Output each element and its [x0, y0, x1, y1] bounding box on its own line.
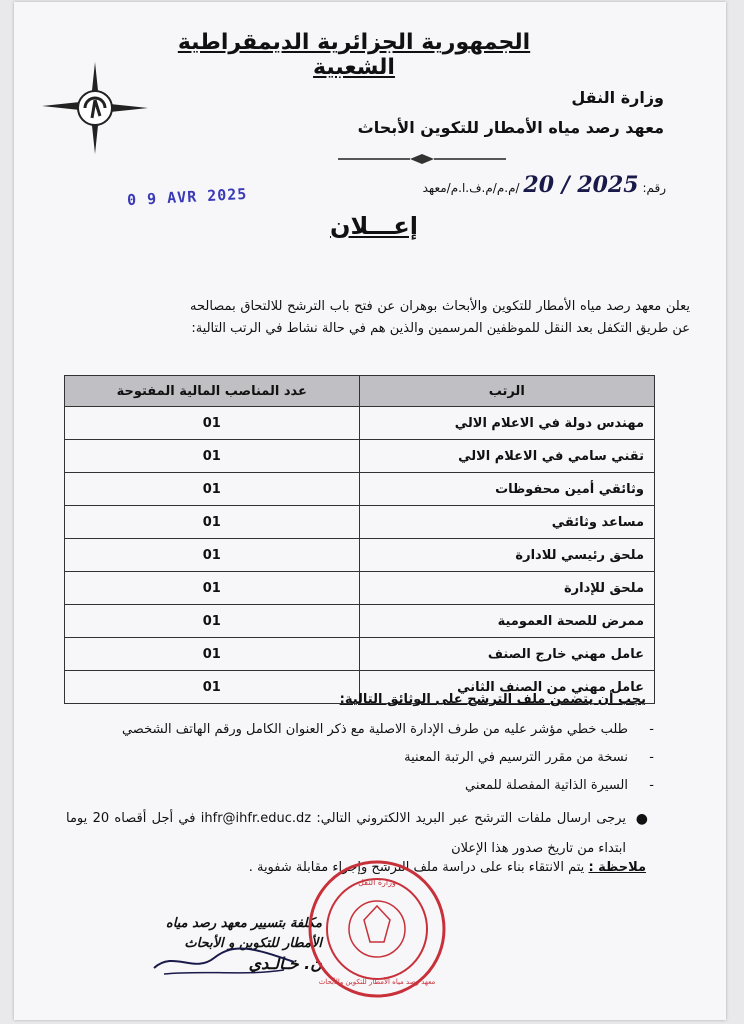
- count-cell: 01: [65, 473, 360, 506]
- requirement-text: نسخة من مقرر الترسيم في الرتبة المعنية: [404, 750, 628, 765]
- announcement-title: إعـــلان: [330, 212, 418, 240]
- rank-cell: وثائقي أمين محفوظات: [359, 473, 655, 506]
- reference-prefix: رقم:: [642, 181, 666, 195]
- requirement-text: السيرة الذاتية المفصلة للمعني: [464, 778, 628, 793]
- official-seal-icon: [306, 858, 448, 1000]
- count-cell: 01: [65, 539, 360, 572]
- signature-title-line1: مكلفة بتسيير معهد رصد مياه: [165, 916, 322, 931]
- rank-cell: عامل مهني خارج الصنف: [359, 638, 655, 671]
- rank-cell: تقني سامي في الاعلام الالي: [359, 440, 655, 473]
- count-cell: 01: [65, 605, 360, 638]
- count-cell: 01: [65, 671, 360, 704]
- requirements-heading: يجب أن يتضمن ملف الترشح على الوثائق التالية:: [339, 692, 646, 707]
- email-instruction-text: يرجى ارسال ملفات الترشح عبر البريد الالكتروني التالي: ihfr@ihfr.educ.dz في أجل أقصاه 20 يوما ابتداء من تاريخ صدور هذا الإعلان: [66, 811, 627, 856]
- requirement-item: - طلب خطي مؤشر عليه من طرف الإدارة الاصلية مع ذكر العنوان الكامل ورقم الهاتف الشخصي: [121, 722, 654, 737]
- requirement-text: طلب خطي مؤشر عليه من طرف الإدارة الاصلية مع ذكر العنوان الكامل ورقم الهاتف الشخصي: [121, 722, 628, 737]
- table-row: [65, 638, 655, 671]
- compass-logo-icon: [40, 60, 150, 156]
- date-stamp: 0 9 AVR 2025: [126, 184, 248, 210]
- table-row: [65, 539, 655, 572]
- table-row: [65, 473, 655, 506]
- reference-line: [423, 172, 666, 198]
- institute-name: معهد رصد مياه الأمطار للتكوين الأبحاث: [357, 118, 664, 137]
- count-cell: 01: [65, 407, 360, 440]
- table-row: [65, 605, 655, 638]
- rank-cell: ملحق رئيسي للادارة: [359, 539, 655, 572]
- bullet-icon: ●: [635, 811, 648, 827]
- handwritten-signature-icon: [144, 940, 304, 980]
- table-row: [65, 506, 655, 539]
- svg-text:وزارة النقل: وزارة النقل: [358, 878, 396, 887]
- requirement-item: - نسخة من مقرر الترسيم في الرتبة المعنية: [404, 750, 654, 765]
- count-cell: 01: [65, 572, 360, 605]
- rank-cell: ملحق للإدارة: [359, 572, 655, 605]
- document-page: [14, 2, 726, 1020]
- count-cell: 01: [65, 506, 360, 539]
- note-text: يتم الانتقاء بناء على دراسة ملف الترشح وإجراء مقابلة شفوية .: [248, 860, 585, 875]
- ministry-name: وزارة النقل: [571, 88, 664, 107]
- republic-title: الجمهورية الجزائرية الديمقراطية الشعبية: [177, 30, 531, 80]
- signature-name: ن. خـالـدي: [248, 954, 322, 973]
- count-column-header: عدد المناصب المالية المفتوحة: [65, 376, 360, 407]
- rank-cell: عامل مهني من الصنف الثاني: [359, 671, 655, 704]
- signature-title-line2: الأمطار للتكوين و الأبحاث: [184, 936, 322, 951]
- rank-cell: مهندس دولة في الاعلام الالي: [359, 407, 655, 440]
- intro-paragraph: يعلن معهد رصد مياه الأمطار للتكوين والأبحاث بوهران عن فتح باب الترشح للالتحاق بمصالحه عن طريق التكفل بعد النقل للموظفين المرسمين والذين هم في حالة نشاط في الرتب التالية:: [190, 299, 690, 336]
- count-cell: 01: [65, 440, 360, 473]
- rank-cell: ممرض للصحة العمومية: [359, 605, 655, 638]
- rank-column-header: الرتب: [359, 376, 655, 407]
- positions-table: [64, 375, 655, 704]
- reference-code: /م.م/م.ف.ا.م/معهد: [422, 181, 520, 195]
- note-label: ملاحظة :: [588, 860, 646, 875]
- count-cell: 01: [65, 638, 360, 671]
- requirement-item: - السيرة الذاتية المفصلة للمعني: [464, 778, 654, 793]
- table-row: [65, 572, 655, 605]
- table-row: [65, 407, 655, 440]
- decorative-divider: [338, 152, 506, 166]
- rank-cell: مساعد وثائقي: [359, 506, 655, 539]
- email-instruction: [66, 804, 648, 864]
- reference-number: 2025 / 20: [523, 172, 639, 198]
- svg-text:معهد رصد مياه الأمطار للتكوين: معهد رصد مياه الأمطار للتكوين والأبحاث: [318, 978, 436, 986]
- table-row: [65, 440, 655, 473]
